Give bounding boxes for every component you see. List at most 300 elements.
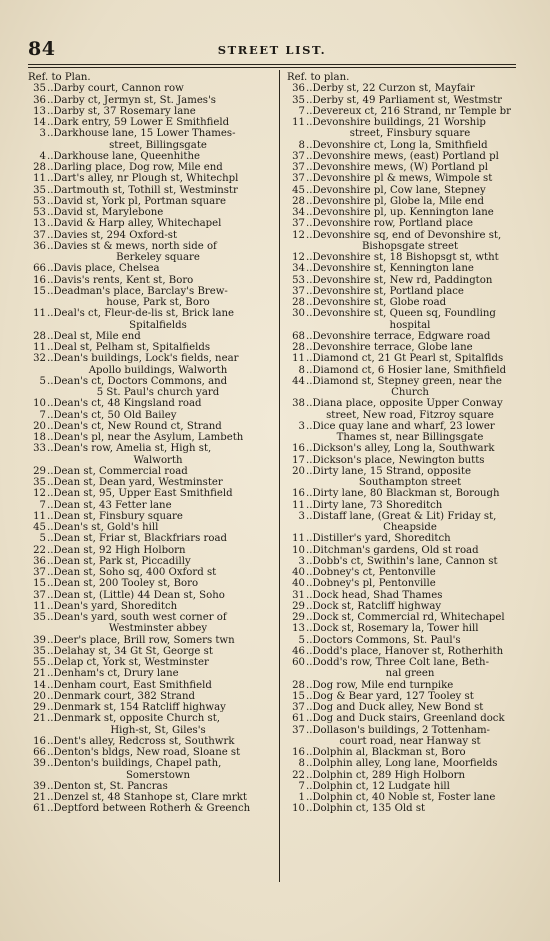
plan-reference: 36 [33, 555, 46, 567]
plan-reference: 30 [292, 308, 305, 320]
street-entry [28, 398, 274, 409]
plan-reference: 11 [33, 600, 46, 612]
left-column [28, 72, 274, 882]
plan-reference: 5 [39, 375, 46, 387]
entry-line [287, 275, 519, 286]
leader-dots: .. [47, 330, 54, 342]
entry-line [287, 725, 519, 736]
entry-line [28, 95, 274, 106]
entry-line [287, 803, 519, 814]
leader-dots: .. [306, 657, 313, 668]
entry-line [28, 83, 274, 94]
entry-line [28, 173, 274, 184]
entry-line [28, 376, 274, 387]
entry-line [287, 83, 519, 94]
entry-line [287, 376, 519, 387]
entry-line [28, 162, 274, 173]
leader-dots: .. [47, 150, 54, 162]
entry-line [28, 668, 274, 679]
street-name: Dark entry, 59 Lower E Smithfield [53, 117, 230, 128]
leader-dots: .. [306, 780, 313, 792]
plan-reference: 7 [298, 105, 305, 117]
street-name: Dock head, Shad Thames [312, 589, 443, 601]
street-name: Delap ct, York st, Westminster [53, 657, 209, 668]
street-entry [28, 443, 274, 466]
entry-line [287, 207, 519, 218]
street-entry [28, 578, 274, 589]
entry-line [287, 578, 519, 589]
street-entry [287, 151, 519, 162]
leader-dots: .. [47, 353, 54, 365]
leader-dots: .. [306, 702, 313, 713]
street-name: Deadman's place, Barclay's Brew- [53, 285, 228, 297]
plan-reference: 21 [33, 713, 46, 725]
street-name: Devonshire sq, end of Devonshire st, [312, 229, 502, 241]
street-name: Devonshire terrace, Edgware road [312, 330, 491, 342]
leader-dots: .. [47, 432, 54, 443]
street-name: Devonshire pl, up. Kennington lane [312, 207, 494, 218]
street-entry [287, 792, 519, 803]
leader-dots: .. [47, 308, 54, 320]
plan-reference: 34 [292, 263, 305, 275]
leader-dots: .. [47, 420, 54, 432]
entry-line [28, 511, 274, 522]
street-entry [28, 207, 274, 218]
entry-line [287, 218, 519, 229]
plan-reference: 37 [292, 702, 305, 713]
leader-dots: .. [306, 117, 313, 128]
street-name: Dirty lane, 80 Blackman st, Borough [312, 488, 500, 500]
plan-reference: 14 [33, 679, 46, 691]
entry-line [287, 545, 519, 556]
leader-dots: .. [47, 409, 54, 421]
entry-line [28, 680, 274, 691]
leader-dots: .. [47, 679, 54, 691]
header-rule [28, 64, 516, 65]
leader-dots: .. [47, 589, 54, 601]
entry-line [28, 106, 274, 117]
street-name: Deal st, Mile end [53, 330, 141, 342]
street-name: Darling place, Dog row, Mile end [53, 162, 223, 173]
street-entry [287, 691, 519, 702]
leader-dots: .. [47, 735, 54, 747]
street-name: Derby st, 22 Curzon st, Mayfair [312, 83, 475, 95]
leader-dots: .. [306, 353, 313, 365]
entry-line [287, 691, 519, 702]
street-entry [287, 455, 519, 466]
street-entry [287, 713, 519, 724]
leader-dots: .. [306, 218, 313, 230]
street-name: Denmark st, opposite Church st, [53, 713, 220, 725]
plan-reference: 21 [33, 792, 46, 803]
street-entry [28, 275, 274, 286]
plan-reference: 28 [33, 162, 46, 173]
street-name: Dean st, 95, Upper East Smithfield [53, 488, 233, 500]
leader-dots: .. [47, 544, 54, 556]
entry-line [28, 567, 274, 578]
entry-line [287, 601, 519, 612]
street-entry [287, 646, 519, 657]
plan-reference: 37 [292, 173, 305, 185]
entry-line [28, 275, 274, 286]
entry-line [28, 578, 274, 589]
leader-dots: .. [47, 533, 54, 545]
street-name: Dean st, 200 Tooley st, Boro [53, 578, 199, 590]
plan-reference: 40 [292, 578, 305, 590]
leader-dots: .. [306, 510, 313, 522]
leader-dots: .. [47, 207, 54, 218]
street-entry [28, 803, 274, 814]
street-entry [28, 331, 274, 342]
street-name: Dickson's alley, Long la, Southwark [312, 443, 495, 455]
street-name: Dean st, (Little) 44 Dean st, Soho [53, 589, 225, 601]
leader-dots: .. [306, 420, 313, 432]
entry-line [287, 500, 519, 511]
entry-line [287, 646, 519, 657]
entry-continuation: Cheapside [383, 522, 437, 533]
street-name: Darby court, Cannon row [53, 83, 184, 95]
street-name: Denzel st, 48 Stanhope st, Clare mrkt [53, 792, 247, 803]
leader-dots: .. [47, 713, 54, 725]
street-entry [28, 612, 274, 635]
street-entry [287, 95, 519, 106]
street-name: Diamond ct, 6 Hosier lane, Smithfield [312, 364, 507, 376]
leader-dots: .. [47, 218, 54, 230]
running-title: STREET LIST. [217, 43, 327, 57]
street-name: Dean st, Soho sq, 400 Oxford st [53, 567, 217, 578]
entry-line [28, 308, 274, 319]
header-rule-thin [28, 67, 516, 68]
leader-dots: .. [306, 544, 313, 556]
street-name: Denham court, East Smithfield [53, 679, 212, 691]
plan-reference: 3 [39, 128, 46, 140]
plan-reference: 1 [298, 792, 305, 803]
street-name: Darkhouse lane, 15 Lower Thames- [53, 128, 236, 140]
plan-reference: 12 [292, 229, 305, 241]
street-entry [28, 151, 274, 162]
plan-reference: 11 [33, 308, 46, 320]
plan-reference: 11 [33, 342, 46, 353]
leader-dots: .. [306, 488, 313, 500]
leader-dots: .. [47, 578, 54, 590]
column-divider [279, 70, 280, 882]
street-entry [287, 207, 519, 218]
plan-reference: 17 [292, 454, 305, 466]
plan-reference: 8 [298, 758, 305, 770]
plan-reference: 13 [33, 105, 46, 117]
leader-dots: .. [47, 668, 54, 680]
plan-reference: 29 [292, 612, 305, 623]
entry-line [287, 95, 519, 106]
plan-reference: 35 [33, 83, 46, 95]
street-name: Devereux ct, 216 Strand, nr Temple br [312, 105, 511, 117]
entry-line [28, 612, 274, 623]
street-entry [28, 500, 274, 511]
street-name: Dean's ct, 48 Kingsland road [53, 398, 202, 410]
entry-line [287, 173, 519, 184]
leader-dots: .. [306, 792, 313, 803]
street-entry [28, 747, 274, 758]
street-entry [287, 803, 519, 814]
plan-reference: 60 [292, 657, 305, 668]
street-name: Dollason's buildings, 2 Tottenham- [312, 724, 490, 736]
leader-dots: .. [47, 510, 54, 522]
plan-reference: 5 [39, 533, 46, 545]
entry-line [287, 713, 519, 724]
entry-line [287, 590, 519, 601]
street-entry [287, 781, 519, 792]
street-entry [28, 590, 274, 601]
street-name: Dean's row, Amelia st, High st, [53, 443, 212, 455]
plan-reference: 37 [292, 218, 305, 230]
street-name: Dean st, Dean yard, Westminster [53, 477, 223, 488]
leader-dots: .. [47, 477, 54, 488]
plan-reference: 16 [292, 443, 305, 455]
entry-continuation: nal green [385, 668, 435, 680]
street-name: Dartmouth st, Tothill st, Westminstr [53, 184, 238, 196]
entry-line [287, 635, 519, 646]
street-entry [28, 421, 274, 432]
street-name: Dock st, Rosemary la, Tower hill [312, 623, 479, 635]
entry-continuation: High-st, St, Giles's [110, 724, 206, 736]
entry-line [287, 342, 519, 353]
right-entry-list [287, 83, 519, 814]
street-name: Dean's pl, near the Asylum, Lambeth [53, 432, 244, 443]
plan-reference: 61 [33, 803, 46, 815]
plan-reference: 14 [33, 117, 46, 128]
entry-line [287, 421, 519, 432]
leader-dots: .. [306, 758, 313, 770]
left-entry-list [28, 83, 274, 814]
leader-dots: .. [47, 758, 54, 770]
entry-line [28, 635, 274, 646]
plan-reference: 28 [292, 679, 305, 691]
entry-line [287, 365, 519, 376]
street-name: Dickson's place, Newington butts [312, 454, 485, 466]
street-entry [287, 185, 519, 196]
street-name: Dirty lane, 15 Strand, opposite [312, 465, 471, 477]
left-column-heading: Ref. to Plan. [28, 72, 91, 83]
plan-reference: 29 [33, 702, 46, 713]
street-entry [287, 770, 519, 781]
entry-line [28, 646, 274, 657]
plan-reference: 35 [33, 612, 46, 623]
street-entry [28, 736, 274, 747]
leader-dots: .. [306, 94, 313, 106]
plan-reference: 7 [39, 409, 46, 421]
entry-continuation: hospital [389, 319, 431, 331]
street-entry [287, 117, 519, 140]
leader-dots: .. [306, 105, 313, 117]
leader-dots: .. [306, 623, 313, 635]
leader-dots: .. [306, 139, 313, 151]
entry-line [28, 410, 274, 421]
plan-reference: 11 [33, 173, 46, 185]
street-entry [28, 556, 274, 567]
entry-line [287, 511, 519, 522]
street-entry [287, 556, 519, 567]
entry-line [28, 466, 274, 477]
street-entry [28, 185, 274, 196]
plan-reference: 3 [298, 555, 305, 567]
entry-continuation: Walworth [133, 454, 183, 466]
street-entry [287, 196, 519, 207]
street-entry [28, 533, 274, 544]
leader-dots: .. [47, 117, 54, 128]
plan-reference: 36 [33, 240, 46, 252]
street-name: Dobney's pl, Pentonville [312, 578, 436, 590]
street-name: Dart's alley, nr Plough st, Whitechpl [53, 173, 239, 185]
leader-dots: .. [47, 499, 54, 511]
leader-dots: .. [306, 454, 313, 466]
street-entry [287, 286, 519, 297]
street-name: Devonshire row, Portland place [312, 218, 474, 230]
street-name: Dock st, Ratcliff highway [312, 600, 442, 612]
plan-reference: 39 [33, 758, 46, 770]
plan-reference: 37 [33, 589, 46, 601]
leader-dots: .. [306, 150, 313, 162]
plan-reference: 37 [33, 229, 46, 241]
leader-dots: .. [47, 285, 54, 297]
leader-dots: .. [306, 679, 313, 691]
entry-continuation: Church [391, 387, 429, 398]
street-entry [287, 106, 519, 117]
leader-dots: .. [306, 724, 313, 736]
leader-dots: .. [306, 207, 313, 218]
entry-line [287, 781, 519, 792]
plan-reference: 7 [298, 780, 305, 792]
street-entry [28, 162, 274, 173]
street-name: Dice quay lane and wharf, 23 lower [312, 420, 495, 432]
entry-line [28, 263, 274, 274]
entry-line [287, 106, 519, 117]
leader-dots: .. [306, 499, 313, 511]
leader-dots: .. [306, 600, 313, 612]
leader-dots: .. [306, 645, 313, 657]
plan-reference: 37 [292, 285, 305, 297]
leader-dots: .. [47, 229, 54, 241]
entry-line [28, 398, 274, 409]
entry-line [287, 702, 519, 713]
plan-reference: 37 [292, 150, 305, 162]
street-entry [287, 173, 519, 184]
entry-continuation: street, Finsbury square [349, 128, 471, 140]
entry-line [28, 691, 274, 702]
street-name: Diamond st, Stepney green, near the [312, 375, 502, 387]
plan-reference: 5 [298, 634, 305, 646]
plan-reference: 28 [33, 330, 46, 342]
street-entry [287, 162, 519, 173]
entry-line [28, 443, 274, 454]
leader-dots: .. [306, 612, 313, 623]
leader-dots: .. [306, 555, 313, 567]
leader-dots: .. [306, 690, 313, 702]
street-entry [287, 275, 519, 286]
leader-dots: .. [47, 274, 54, 286]
street-name: Darby ct, Jermyn st, St. James's [53, 94, 216, 106]
entry-line [287, 162, 519, 173]
street-name: Dog & Bear yard, 127 Tooley st [312, 690, 474, 702]
entry-line [287, 263, 519, 274]
street-name: Deer's place, Brill row, Somers twn [53, 634, 235, 646]
leader-dots: .. [47, 342, 54, 353]
leader-dots: .. [306, 465, 313, 477]
street-entry [287, 376, 519, 399]
entry-line [28, 590, 274, 601]
right-column [287, 72, 519, 882]
street-name: Deptford between Rotherh & Greench [53, 803, 251, 815]
leader-dots: .. [306, 578, 313, 590]
street-entry [28, 218, 274, 229]
plan-reference: 45 [292, 184, 305, 196]
street-name: Devonshire st, 18 Bishopsgt st, wtht [312, 252, 499, 263]
street-name: Devonshire st, Portland place [312, 285, 464, 297]
street-entry [287, 353, 519, 364]
plan-reference: 40 [292, 567, 305, 578]
street-entry [28, 353, 274, 376]
street-entry [287, 488, 519, 499]
plan-reference: 18 [33, 432, 46, 443]
street-name: Dean st, Commercial road [53, 465, 188, 477]
street-name: Dean's ct, 50 Old Bailey [53, 409, 177, 421]
entry-line [287, 556, 519, 567]
leader-dots: .. [306, 308, 313, 320]
entry-line [287, 286, 519, 297]
leader-dots: .. [47, 567, 54, 578]
entry-continuation: Apollo buildings, Walworth [88, 364, 228, 376]
street-name: Dog row, Mile end turnpike [312, 679, 454, 691]
street-entry [28, 702, 274, 713]
street-name: Devonshire ct, Long la, Smithfield [312, 139, 488, 151]
leader-dots: .. [306, 195, 313, 207]
street-entry [287, 567, 519, 578]
street-entry [287, 140, 519, 151]
street-entry [287, 578, 519, 589]
street-name: Dolphin ct, 135 Old st [312, 803, 426, 815]
street-name: Devonshire pl, Globe la, Mile end [312, 195, 484, 207]
leader-dots: .. [306, 589, 313, 601]
street-entry [287, 657, 519, 680]
plan-reference: 39 [33, 780, 46, 792]
plan-reference: 28 [292, 195, 305, 207]
street-entry [28, 117, 274, 128]
leader-dots: .. [47, 94, 54, 106]
plan-reference: 28 [292, 342, 305, 353]
plan-reference: 11 [292, 117, 305, 128]
street-name: Darkhouse lane, Queenhithe [53, 150, 201, 162]
street-entry [28, 286, 274, 309]
leader-dots: .. [47, 780, 54, 792]
street-name: Deal st, Pelham st, Spitalfields [53, 342, 211, 353]
leader-dots: .. [47, 398, 54, 410]
street-entry [287, 308, 519, 331]
leader-dots: .. [306, 274, 313, 286]
street-entry [287, 252, 519, 263]
plan-reference: 3 [298, 420, 305, 432]
entry-line [287, 252, 519, 263]
street-entry [287, 331, 519, 342]
entry-continuation: 5 St. Paul's church yard [96, 387, 220, 398]
street-name: Davis place, Chelsea [53, 263, 160, 275]
street-name: Denham's ct, Drury lane [53, 668, 179, 680]
plan-reference: 44 [292, 375, 305, 387]
leader-dots: .. [306, 285, 313, 297]
street-entry [28, 511, 274, 522]
plan-reference: 66 [33, 747, 46, 758]
street-entry [287, 230, 519, 253]
plan-reference: 20 [292, 465, 305, 477]
street-entry [28, 466, 274, 477]
